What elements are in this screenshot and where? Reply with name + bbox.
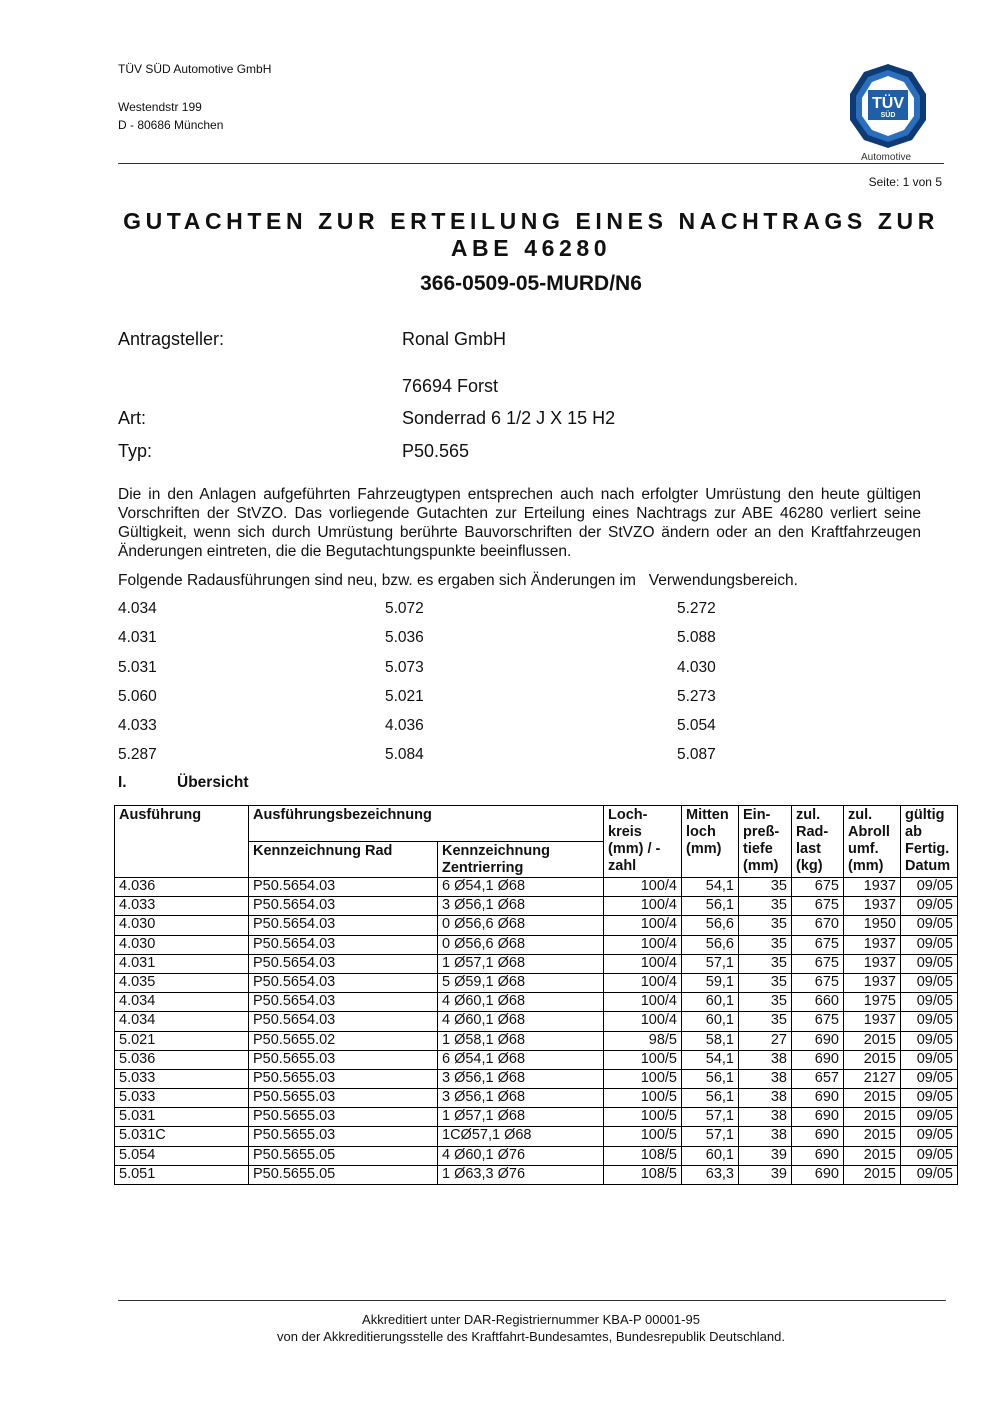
variant-item: 4.034 [118,600,157,617]
table-cell: 2015 [844,1165,901,1184]
table-cell: P50.5654.03 [249,916,438,935]
section-number: I. [118,774,127,791]
table-cell: 675 [792,878,844,897]
variant-item: 4.033 [118,717,157,734]
table-cell: 09/05 [901,993,958,1012]
table-cell: 100/4 [604,973,682,992]
table-cell: 1CØ57,1 Ø68 [438,1127,604,1146]
table-row [115,954,958,973]
table-cell: 35 [739,935,792,954]
table-row [115,935,958,954]
table-cell: 3 Ø56,1 Ø68 [438,897,604,916]
table-cell: 09/05 [901,954,958,973]
table-cell: 09/05 [901,935,958,954]
table-cell: 1 Ø57,1 Ø68 [438,1108,604,1127]
table-cell: 5.033 [115,1089,249,1108]
table-cell: 3 Ø56,1 Ø68 [438,1069,604,1088]
table-cell: 35 [739,973,792,992]
table-cell: 4.030 [115,935,249,954]
table-cell: 35 [739,993,792,1012]
table-cell: 108/5 [604,1165,682,1184]
table-cell: 35 [739,878,792,897]
table-cell: 4.033 [115,897,249,916]
table-row [115,916,958,935]
header-gueltig: gültig ab Fertig. Datum [901,806,958,878]
table-cell: 6 Ø54,1 Ø68 [438,1050,604,1069]
table-cell: 675 [792,973,844,992]
table-row [115,1031,958,1050]
table-cell: P50.5655.03 [249,1108,438,1127]
variant-item: 5.073 [385,659,424,676]
document-title-line2: ABE 46280 [450,235,612,261]
table-cell: 38 [739,1069,792,1088]
variant-item: 5.273 [677,688,716,705]
table-cell: 35 [739,954,792,973]
table-cell: 675 [792,1012,844,1031]
document-title-line1: GUTACHTEN ZUR ERTEILUNG EINES NACHTRAGS ZUR [123,208,939,234]
variant-item: 4.031 [118,629,157,646]
table-row [115,1069,958,1088]
table-cell: 09/05 [901,1089,958,1108]
table-cell: 56,1 [682,1069,739,1088]
table-cell: 2015 [844,1089,901,1108]
table-cell: 09/05 [901,973,958,992]
table-row [115,973,958,992]
table-cell: 675 [792,954,844,973]
table-cell: P50.5654.03 [249,973,438,992]
header-kz-zentrierring: Kennzeichnung Zentrierring [438,842,604,878]
tuv-sud-logo [846,62,930,164]
table-cell: 39 [739,1146,792,1165]
variant-item: 5.021 [385,688,424,705]
table-cell: 5 Ø59,1 Ø68 [438,973,604,992]
table-cell: 1937 [844,954,901,973]
table-cell: P50.5655.05 [249,1165,438,1184]
table-cell: 60,1 [682,1012,739,1031]
table-row [115,1089,958,1108]
header-divider [118,163,944,164]
table-row [115,1050,958,1069]
table-cell: 2015 [844,1050,901,1069]
variant-item: 4.036 [385,717,424,734]
page-indicator: Seite: 1 von 5 [868,175,942,189]
table-cell: 675 [792,897,844,916]
header-radlast: zul. Rad- last (kg) [792,806,844,878]
table-cell: 100/4 [604,993,682,1012]
table-row [115,993,958,1012]
table-cell: 100/5 [604,1089,682,1108]
table-cell: 39 [739,1165,792,1184]
table-cell: 4.034 [115,1012,249,1031]
art-value: Sonderrad 6 1/2 J X 15 H2 [402,408,616,428]
table-cell: P50.5655.03 [249,1089,438,1108]
table-cell: 35 [739,897,792,916]
table-cell: 38 [739,1050,792,1069]
table-cell: 35 [739,916,792,935]
table-row [115,1165,958,1184]
overview-table [114,805,958,1185]
table-cell: 100/5 [604,1050,682,1069]
variants-intro: Folgende Radausführungen sind neu, bzw. es ergaben sich Änderungen im Verwendungsbereich. [118,572,798,589]
table-cell: 38 [739,1127,792,1146]
table-cell: 690 [792,1089,844,1108]
table-cell: 54,1 [682,1050,739,1069]
table-cell: 660 [792,993,844,1012]
table-cell: 09/05 [901,916,958,935]
table-cell: 56,1 [682,1089,739,1108]
table-cell: 09/05 [901,1012,958,1031]
table-cell: 100/4 [604,878,682,897]
variant-item: 5.060 [118,688,157,705]
table-cell: 5.051 [115,1165,249,1184]
table-cell: 6 Ø54,1 Ø68 [438,878,604,897]
variant-item: 5.031 [118,659,157,676]
document-title [118,208,944,262]
table-cell: 58,1 [682,1031,739,1050]
table-cell: 4.035 [115,973,249,992]
table-row [115,1146,958,1165]
table-row [115,878,958,897]
table-cell: 09/05 [901,878,958,897]
header-ausfuehrung: Ausführung [115,806,249,878]
logo-caption: Automotive [860,152,912,163]
table-cell: 57,1 [682,1127,739,1146]
table-cell: 63,3 [682,1165,739,1184]
document-number: 366-0509-05-MURD/N6 [420,272,642,295]
table-cell: 100/4 [604,954,682,973]
company-city: D - 80686 München [118,118,224,132]
header-lochkreis: Loch- kreis (mm) / -zahl [604,806,682,878]
header-kz-rad: Kennzeichnung Rad [249,842,438,878]
table-cell: 100/4 [604,897,682,916]
body-paragraph: Die in den Anlagen aufgeführten Fahrzeugtypen entsprechen auch nach erfolgter Umrüstung den heute gültigen Vorschriften der StVZO. Das vorliegende Gutachten zur Erteilung eines Nachtrags zur ABE 46280 verliert seine Gültigkeit, wenn sich durch Umrüstung berührte Bauvorschriften der StVZO ändern oder an den Kraftfahrzeugen Änderungen eintreten, die die Begutachtungspunkte beeinflussen. [118,486,921,560]
table-cell: 59,1 [682,973,739,992]
table-cell: P50.5655.03 [249,1050,438,1069]
footer-divider [118,1300,946,1301]
table-cell: 4 Ø60,1 Ø68 [438,1012,604,1031]
table-cell: 1937 [844,1012,901,1031]
variant-item: 4.030 [677,659,716,676]
table-cell: 57,1 [682,954,739,973]
table-cell: 100/4 [604,935,682,954]
typ-value: P50.565 [402,441,470,461]
header-mittenloch: Mitten loch (mm) [682,806,739,878]
table-cell: P50.5655.02 [249,1031,438,1050]
table-cell: 690 [792,1031,844,1050]
table-cell: 1937 [844,935,901,954]
table-cell: 27 [739,1031,792,1050]
table-cell: P50.5654.03 [249,878,438,897]
table-cell: 5.031C [115,1127,249,1146]
header-abrollumfang: zul. Abroll umf. (mm) [844,806,901,878]
table-cell: 1 Ø57,1 Ø68 [438,954,604,973]
table-cell: 38 [739,1108,792,1127]
table-cell: 09/05 [901,1108,958,1127]
table-cell: 09/05 [901,1146,958,1165]
variant-item: 5.084 [385,746,424,763]
table-cell: 108/5 [604,1146,682,1165]
table-cell: 657 [792,1069,844,1088]
table-cell: 100/5 [604,1069,682,1088]
variant-item: 5.036 [385,629,424,646]
section-title: Übersicht [177,774,249,791]
table-cell: 09/05 [901,1069,958,1088]
variant-item: 5.272 [677,600,716,617]
table-cell: P50.5654.03 [249,993,438,1012]
company-name: TÜV SÜD Automotive GmbH [118,62,272,76]
art-label: Art: [118,408,147,428]
logo-text-top: TÜV [872,95,904,112]
table-cell: 2015 [844,1108,901,1127]
logo-text-mid: SÜD [880,112,896,119]
table-cell: 675 [792,935,844,954]
table-cell: 3 Ø56,1 Ø68 [438,1089,604,1108]
header-einpresstiefe: Ein- preß- tiefe (mm) [739,806,792,878]
table-row [115,1127,958,1146]
table-cell: 0 Ø56,6 Ø68 [438,916,604,935]
table-cell: 35 [739,1012,792,1031]
table-cell: 1937 [844,973,901,992]
table-cell: 1937 [844,897,901,916]
table-cell: 1 Ø63,3 Ø76 [438,1165,604,1184]
table-cell: 4.030 [115,916,249,935]
table-cell: 09/05 [901,1127,958,1146]
table-cell: 0 Ø56,6 Ø68 [438,935,604,954]
table-cell: 5.054 [115,1146,249,1165]
table-cell: 60,1 [682,993,739,1012]
table-cell: 38 [739,1089,792,1108]
table-cell: 690 [792,1165,844,1184]
table-cell: P50.5654.03 [249,1012,438,1031]
table-cell: 690 [792,1108,844,1127]
table-cell: P50.5654.03 [249,954,438,973]
table-cell: 1 Ø58,1 Ø68 [438,1031,604,1050]
table-cell: P50.5655.05 [249,1146,438,1165]
table-cell: 4.034 [115,993,249,1012]
table-cell: 09/05 [901,897,958,916]
table-cell: 5.021 [115,1031,249,1050]
table-cell: 09/05 [901,1165,958,1184]
table-cell: 100/4 [604,1012,682,1031]
table-cell: 5.031 [115,1108,249,1127]
table-row [115,1108,958,1127]
variant-item: 5.072 [385,600,424,617]
table-cell: 4 Ø60,1 Ø68 [438,993,604,1012]
table-cell: 690 [792,1127,844,1146]
table-cell: 5.036 [115,1050,249,1069]
applicant-city: 76694 Forst [402,376,499,396]
table-cell: 09/05 [901,1031,958,1050]
applicant-name: Ronal GmbH [402,329,507,349]
table-cell: 4.031 [115,954,249,973]
table-cell: 2015 [844,1127,901,1146]
table-cell: 670 [792,916,844,935]
table-cell: 690 [792,1146,844,1165]
variant-item: 5.087 [677,746,716,763]
table-cell: 1937 [844,878,901,897]
table-cell: P50.5654.03 [249,935,438,954]
table-cell: 54,1 [682,878,739,897]
table-cell: 100/4 [604,916,682,935]
table-body [115,878,958,1185]
table-cell: 2015 [844,1031,901,1050]
table-cell: 56,6 [682,916,739,935]
table-cell: P50.5655.03 [249,1069,438,1088]
table-cell: 1975 [844,993,901,1012]
table-cell: 09/05 [901,1050,958,1069]
table-cell: 100/5 [604,1127,682,1146]
table-cell: 60,1 [682,1146,739,1165]
table-cell: 4 Ø60,1 Ø76 [438,1146,604,1165]
variant-item: 5.287 [118,746,157,763]
table-cell: 98/5 [604,1031,682,1050]
table-cell: 56,6 [682,935,739,954]
table-cell: 2127 [844,1069,901,1088]
footer-accreditation-line2: von der Akkreditierungsstelle des Kraftfahrt-Bundesamtes, Bundesrepublik Deutschland. [276,1329,785,1344]
variant-item: 5.088 [677,629,716,646]
table-cell: 57,1 [682,1108,739,1127]
typ-label: Typ: [118,441,153,461]
table-cell: 56,1 [682,897,739,916]
table-cell: 690 [792,1050,844,1069]
footer-accreditation-line1: Akkreditiert unter DAR-Registriernummer KBA-P 00001-95 [362,1312,700,1327]
company-street: Westendstr 199 [118,100,202,114]
applicant-label: Antragsteller: [118,329,225,349]
table-cell: 2015 [844,1146,901,1165]
table-cell: P50.5654.03 [249,897,438,916]
table-cell: P50.5655.03 [249,1127,438,1146]
variant-item: 5.054 [677,717,716,734]
table-cell: 5.033 [115,1069,249,1088]
table-row [115,1012,958,1031]
header-bezeichnung: Ausführungsbezeichnung [249,806,604,842]
table-cell: 4.036 [115,878,249,897]
table-row [115,897,958,916]
table-cell: 1950 [844,916,901,935]
table-cell: 100/5 [604,1108,682,1127]
